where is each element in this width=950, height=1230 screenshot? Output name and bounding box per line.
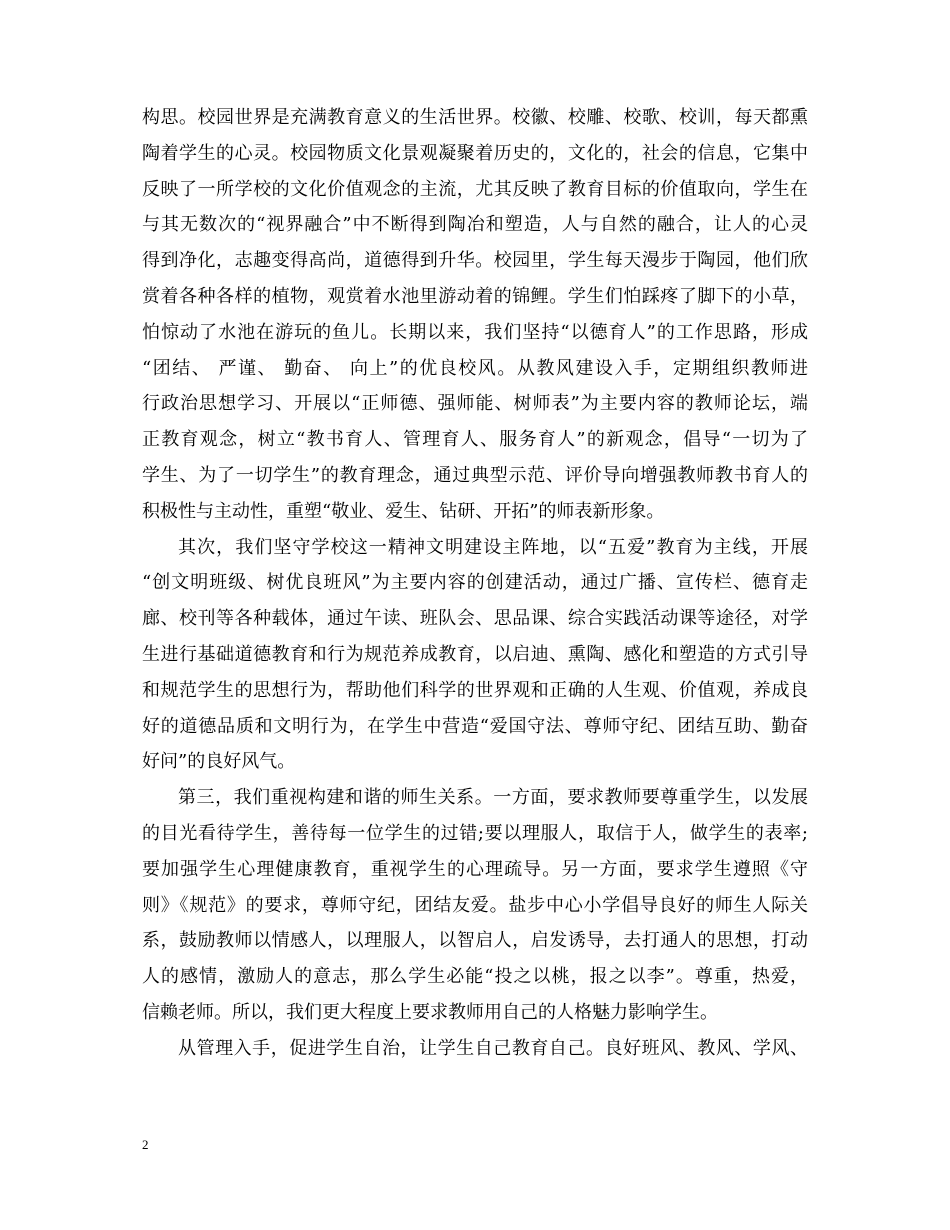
text-line: 积极性与主动性，重塑“敬业、爱生、钻研、开拓”的师表新形象。 — [142, 500, 665, 522]
text-line: 第三，我们重视构建和谐的师生关系。一方面，要求教师要尊重学生，以发展 — [178, 787, 808, 809]
text-line: 则》《规范》的要求，尊师守纪，团结友爱。盐步中心小学倡导良好的师生人际关 — [142, 894, 808, 916]
text-line: 好问”的良好风气。 — [142, 751, 296, 773]
text-line: 反映了一所学校的文化价值观念的主流，尤其反映了教育目标的价值取向，学生在 — [142, 178, 808, 200]
body-text — [142, 100, 808, 1067]
text-line: 要加强学生心理健康教育，重视学生的心理疏导。另一方面，要求学生遵照《守 — [142, 858, 808, 880]
text-line: 陶着学生的心灵。校园物质文化景观凝聚着历史的，文化的，社会的信息，它集中 — [142, 142, 808, 164]
text-line: 学生、为了一切学生”的教育理念，通过典型示范、评价导向增强教师教书育人的 — [142, 464, 808, 486]
text-line: 系，鼓励教师以情感人，以理服人，以智启人，启发诱导，去打通人的思想，打动 — [142, 930, 808, 952]
text-line: 的目光看待学生，善待每一位学生的过错;要以理服人，取信于人，做学生的表率; — [142, 822, 808, 844]
text-line: 正教育观念，树立“教书育人、管理育人、服务育人”的新观念，倡导“一切为了 — [142, 429, 808, 451]
text-line: 廊、校刊等各种载体，通过午读、班队会、思品课、综合实践活动课等途径，对学 — [142, 608, 808, 630]
text-line: 从管理入手，促进学生自治，让学生自己教育自己。良好班风、教风、学风、 — [178, 1037, 808, 1059]
text-line: 赏着各种各样的植物，观赏着水池里游动着的锦鲤。学生们怕踩疼了脚下的小草， — [142, 285, 808, 307]
text-line: 和规范学生的思想行为，帮助他们科学的世界观和正确的人生观、价值观，养成良 — [142, 679, 808, 701]
text-line: 构思。校园世界是充满教育意义的生活世界。校徽、校雕、校歌、校训，每天都熏 — [142, 107, 808, 128]
text-line: “创文明班级、树优良班风”为主要内容的创建活动，通过广播、宣传栏、德育走 — [142, 572, 808, 594]
text-line: 生进行基础道德教育和行为规范养成教育，以启迪、熏陶、感化和塑造的方式引导 — [142, 643, 808, 665]
text-line: “团结、 严谨、 勤奋、 向上”的优良校风。从教风建设入手，定期组织教师进 — [142, 357, 808, 379]
text-line: 行政治思想学习、开展以“正师德、强师能、树师表”为主要内容的教师论坛，端 — [142, 393, 808, 415]
text-line: 信赖老师。所以，我们更大程度上要求教师用自己的人格魅力影响学生。 — [142, 1001, 718, 1023]
text-line: 人的感情，激励人的意志，那么学生必能“投之以桃，报之以李”。尊重，热爱， — [142, 966, 808, 988]
text-line: 好的道德品质和文明行为，在学生中营造“爱国守法、尊师守纪、团结互助、勤奋 — [142, 715, 808, 737]
text-line: 怕惊动了水池在游玩的鱼儿。长期以来，我们坚持“以德育人”的工作思路，形成 — [142, 321, 808, 343]
text-line: 与其无数次的“视界融合”中不断得到陶冶和塑造，人与自然的融合，让人的心灵 — [142, 214, 808, 236]
page-number: 2 — [142, 1137, 149, 1152]
text-line: 其次，我们坚守学校这一精神文明建设主阵地，以“五爱”教育为主线，开展 — [178, 536, 808, 558]
text-line: 得到净化，志趣变得高尚，道德得到升华。校园里，学生每天漫步于陶园，他们欣 — [142, 250, 808, 272]
